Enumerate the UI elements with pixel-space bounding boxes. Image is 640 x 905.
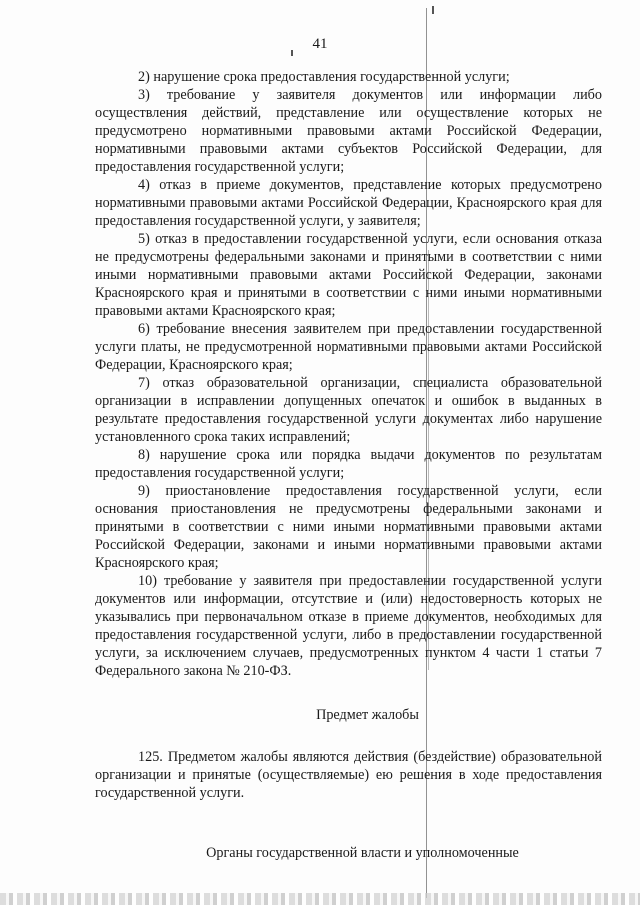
document-body bbox=[95, 68, 602, 862]
list-item-4: 4) отказ в приеме документов, представление которых предусмотрено нормативными правовыми актами Российской Федерации, Красноярского края для предоставления государственной услуги, у заявителя; bbox=[95, 177, 602, 229]
section-heading-organs: Органы государственной власти и уполномоченные bbox=[206, 845, 519, 861]
paragraph-125: 125. Предметом жалобы являются действия (бездействие) образовательной организации и принятые (осуществляемые) ею решения в ходе предоставления государственной услуги. bbox=[95, 749, 602, 801]
list-item-7: 7) отказ образовательной организации, специалиста образовательной организации в исправлении допущенных опечаток и ошибок в выданных в результате предоставления государственной услуги документах либо нарушение установленного срока таких исправлений; bbox=[95, 375, 602, 445]
list-item-10: 10) требование у заявителя при предоставлении государственной услуги документов или информации, отсутствие и (или) недостоверность которых не указывались при первоначальном отказе в приеме документов, необходимых для предоставления государственной услуги, либо в предоставлении государственной услуги, за исключением случаев, предусмотренных пунктом 4 части 1 статьи 7 Федерального закона № 210-ФЗ. bbox=[95, 573, 602, 679]
list-item-6: 6) требование внесения заявителем при предоставлении государственной услуги платы, не предусмотренной нормативными правовыми актами Российской Федерации, Красноярского края; bbox=[95, 321, 602, 373]
list-item-9: 9) приостановление предоставления государственной услуги, если основания приостановления не предусмотрены федеральными законами и принятыми в соответствии с ними иными нормативными правовыми актами Российской Федерации, законами и иными нормативными правовыми актами Красноярского края; bbox=[95, 483, 602, 571]
list-item-8: 8) нарушение срока или порядка выдачи документов по результатам предоставления государственной услуги; bbox=[95, 447, 602, 481]
scan-bottom-edge bbox=[0, 893, 640, 905]
list-item-3: 3) требование у заявителя документов или информации либо осуществления действий, представление или осуществление которых не предусмотрено нормативными правовыми актами Российской Федерации, нормативными правовыми актами субъектов Российской Федерации, для предоставления государственной услуги; bbox=[95, 87, 602, 175]
section-heading-subject: Предмет жалобы bbox=[316, 707, 419, 723]
scan-speck bbox=[432, 6, 434, 14]
page-number: 41 bbox=[312, 36, 328, 52]
list-item-2: 2) нарушение срока предоставления государственной услуги; bbox=[138, 69, 510, 85]
list-item-5: 5) отказ в предоставлении государственной услуги, если основания отказа не предусмотрены федеральными законами и принятыми в соответствии с ними иными нормативными правовыми актами Российской Федерации, законами Красноярского края и принятыми в соответствии с ними иными нормативными правовыми актами Красноярского края; bbox=[95, 231, 602, 319]
